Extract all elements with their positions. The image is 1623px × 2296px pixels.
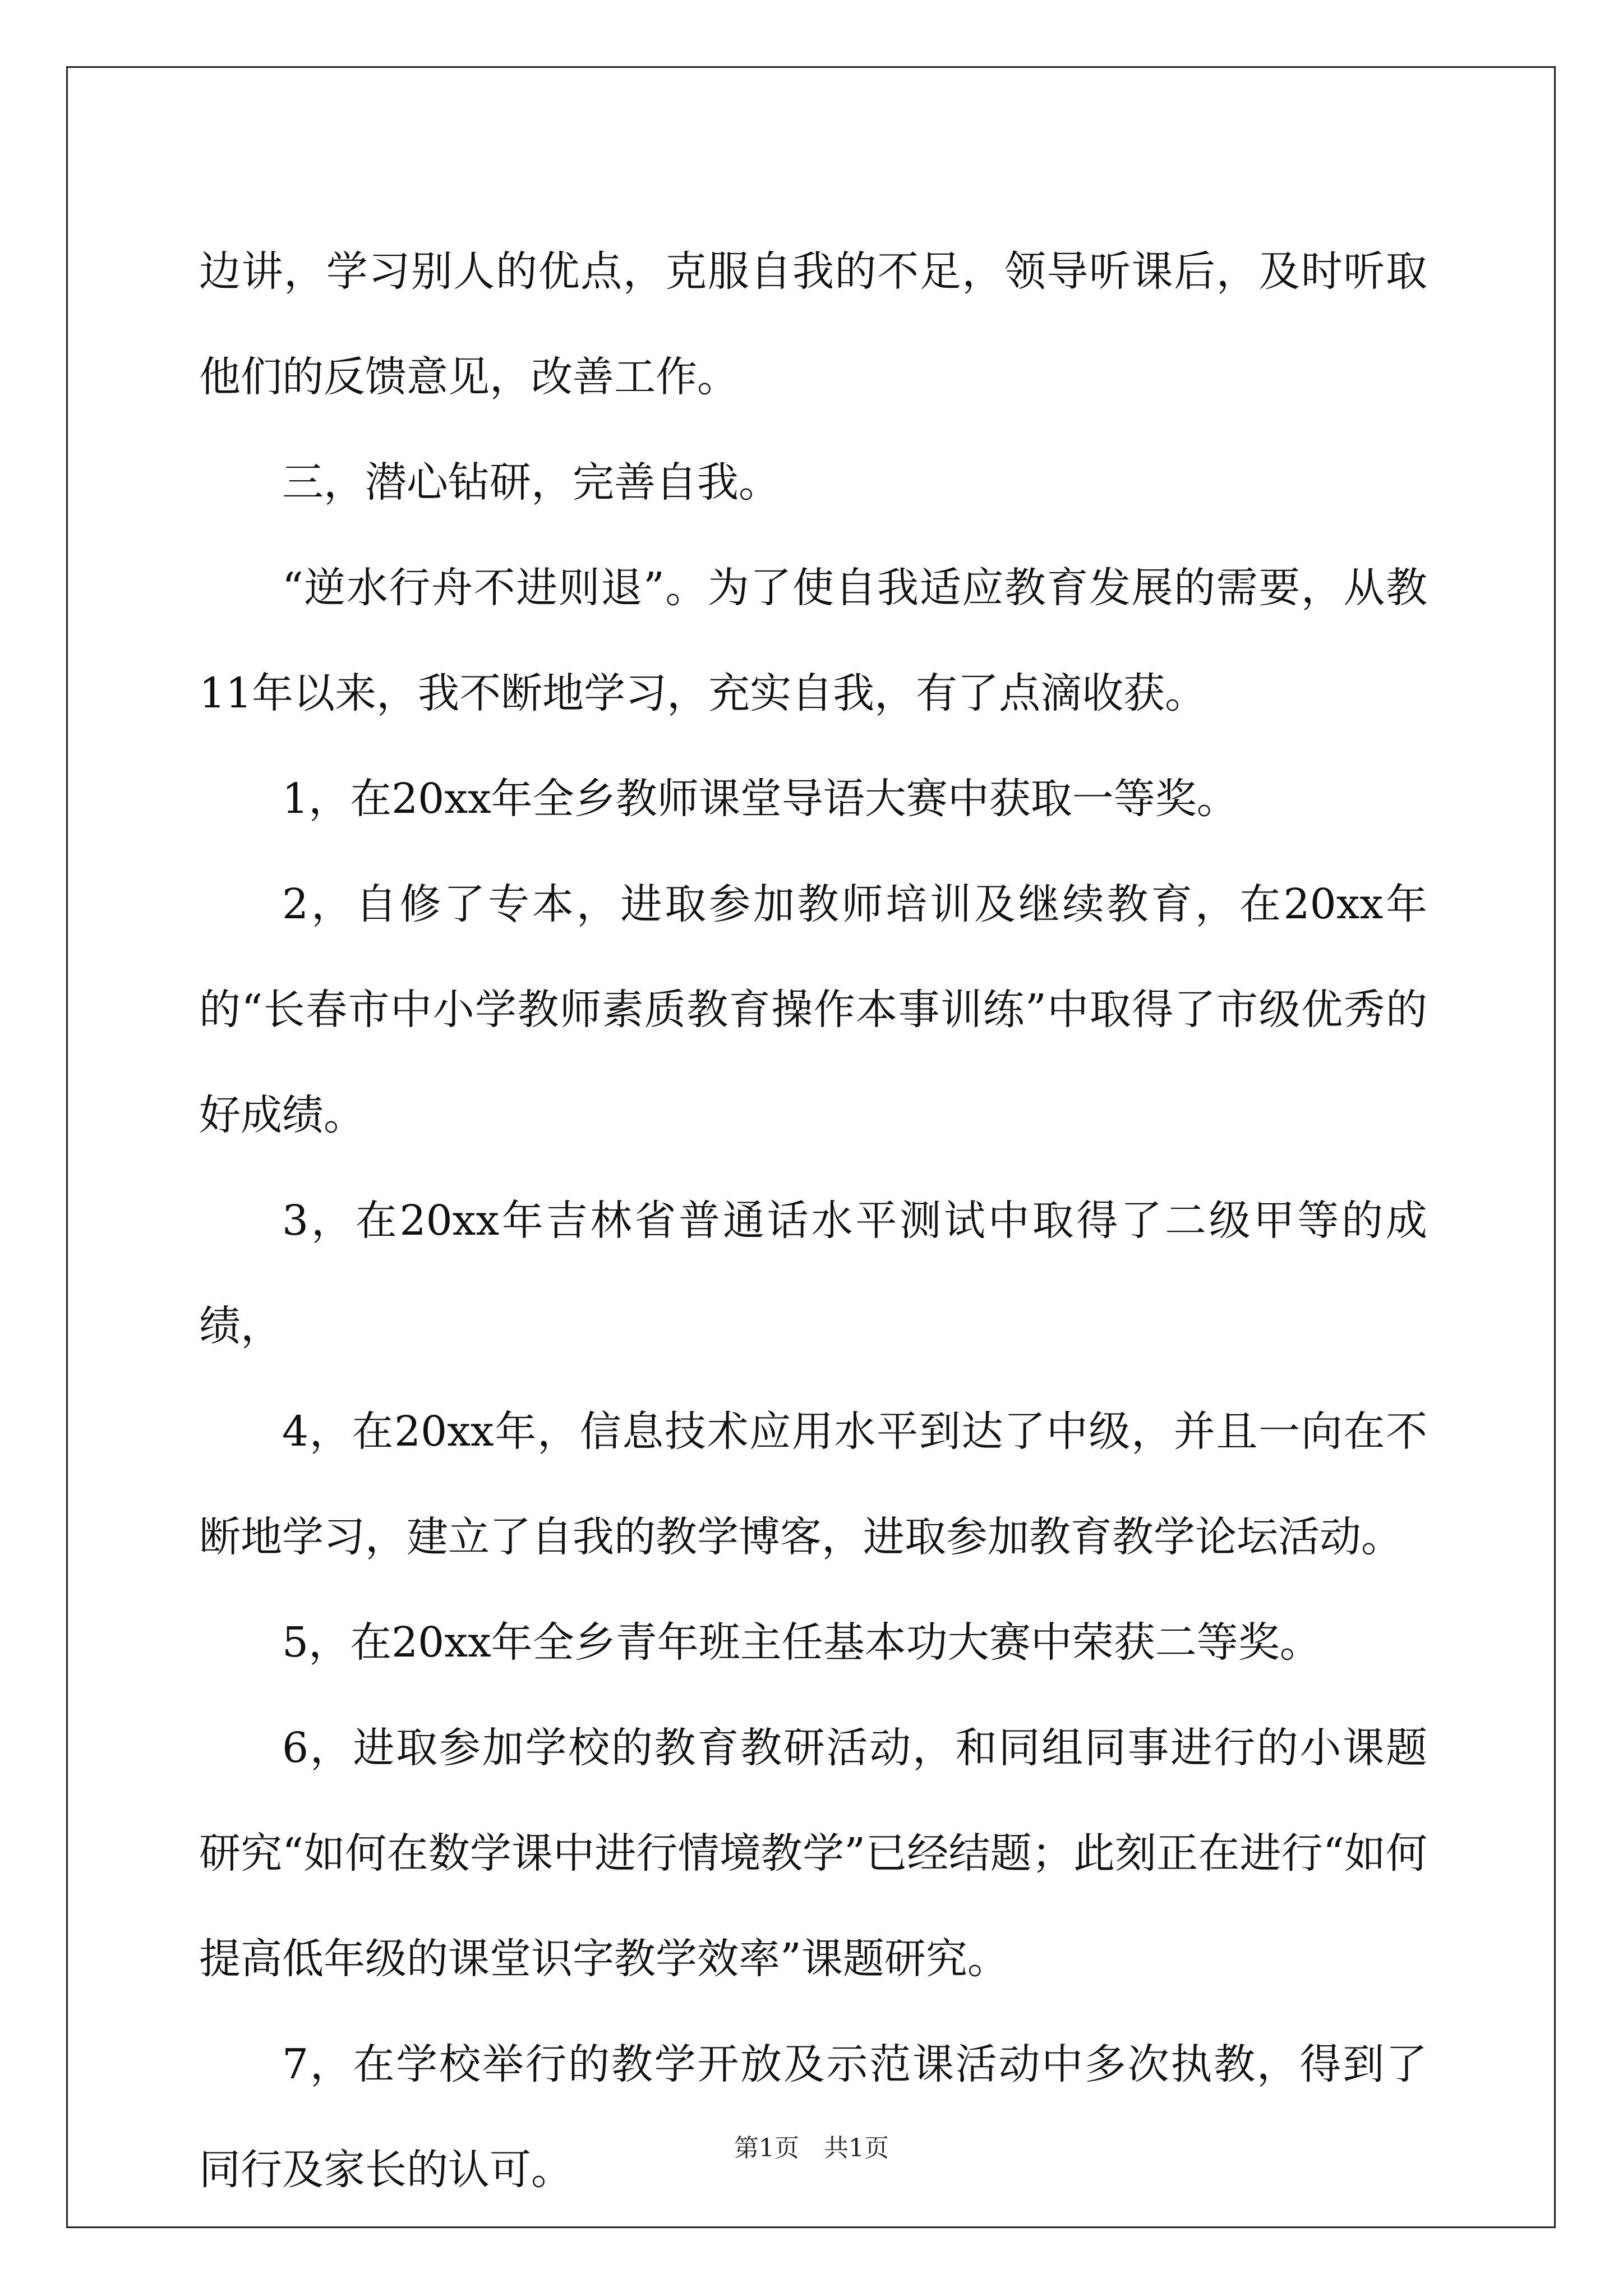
list-item-4: 4，在20xx年，信息技术应用水平到达了中级，并且一向在不断地学习，建立了自我的教学博客，进取参加教育教学论坛活动。 [199,1407,1427,1561]
page-number-footer: 第1页 共1页 [734,2134,889,2162]
paragraph-continuation: 边讲，学习别人的优点，克服自我的不足，领导听课后，及时听取他们的反馈意见，改善工作。 [199,247,1427,401]
list-item-6: 6，进取参加学校的教育教研活动，和同组同事进行的小课题研究“如何在数学课中进行情境教学”已经结题；此刻正在进行“如何提高低年级的课堂识字教学效率”课题研究。 [199,1724,1427,1983]
list-item-7: 7，在学校举行的教学开放及示范课活动中多次执教，得到了同行及家长的认可。 [199,2040,1427,2194]
section-heading-3: 三，潜心钻研，完善自我。 [282,458,780,507]
list-item-5: 5，在20xx年全乡青年班主任基本功大赛中荣获二等奖。 [282,1618,1321,1667]
list-item-3: 3，在20xx年吉林省普通话水平测试中取得了二级甲等的成绩， [199,1197,1427,1350]
document-body [199,219,1427,2223]
paragraph-intro: “逆水行舟不进则退”。为了使自我适应教育发展的需要，从教11年以来，我不断地学习，充实自我，有了点滴收获。 [199,564,1427,717]
list-item-1: 1，在20xx年全乡教师课堂导语大赛中获取一等奖。 [282,775,1238,823]
list-item-2: 2，自修了专本，进取参加教师培训及继续教育，在20xx年的“长春市中小学教师素质教育操作本事训练”中取得了市级优秀的好成绩。 [199,880,1427,1139]
